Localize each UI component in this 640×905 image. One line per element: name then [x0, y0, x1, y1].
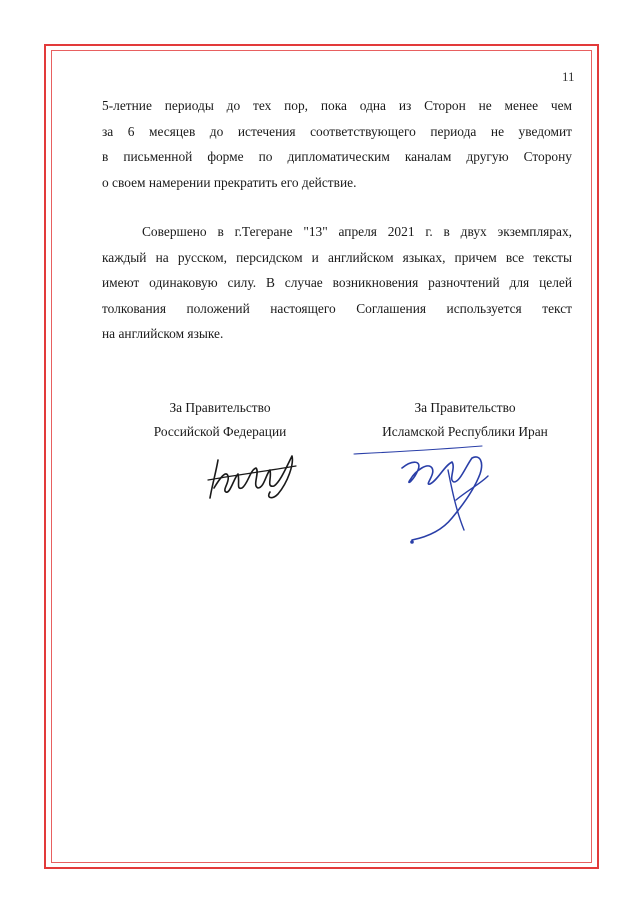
paragraph-line: каждый на русском, персидском и английском языках, причем все тексты — [102, 249, 572, 265]
paragraph-line: имеют одинаковую силу. В случае возникновения разночтений для целей — [102, 275, 572, 290]
paragraph-line: о своем намерении прекратить его действие. — [102, 174, 357, 190]
signature-iran — [352, 440, 512, 550]
paragraph-line: на английском языке. — [102, 326, 224, 341]
signature-caption-line2: Исламской Республики Иран — [382, 424, 548, 439]
signature-russia — [200, 448, 310, 508]
paragraph-line: за 6 месяцев до истечения соответствующего периода не уведомит — [102, 123, 572, 139]
signature-block-russia — [120, 396, 320, 444]
paragraph-line: 5-летние периоды до тех пор, пока одна из Сторон не менее чем — [102, 98, 572, 113]
page-number: 11 — [562, 69, 575, 84]
signature-caption-line2: Российской Федерации — [153, 424, 287, 439]
paragraph-line: в письменной форме по дипломатическим каналам другую Сторону — [102, 149, 572, 164]
paragraph-line: толкования положений настоящего Соглашения используется текст — [102, 300, 572, 316]
signature-caption-line1: За Правительство — [414, 400, 516, 415]
paragraph-term — [102, 93, 572, 195]
signature-caption-line1: За Правительство — [169, 400, 271, 415]
paragraph-line: Совершено в г.Тегеране "13" апреля 2021 г. в двух экземплярах, — [142, 224, 572, 239]
signature-block-iran — [355, 396, 575, 444]
paragraph-done-at — [102, 219, 572, 347]
